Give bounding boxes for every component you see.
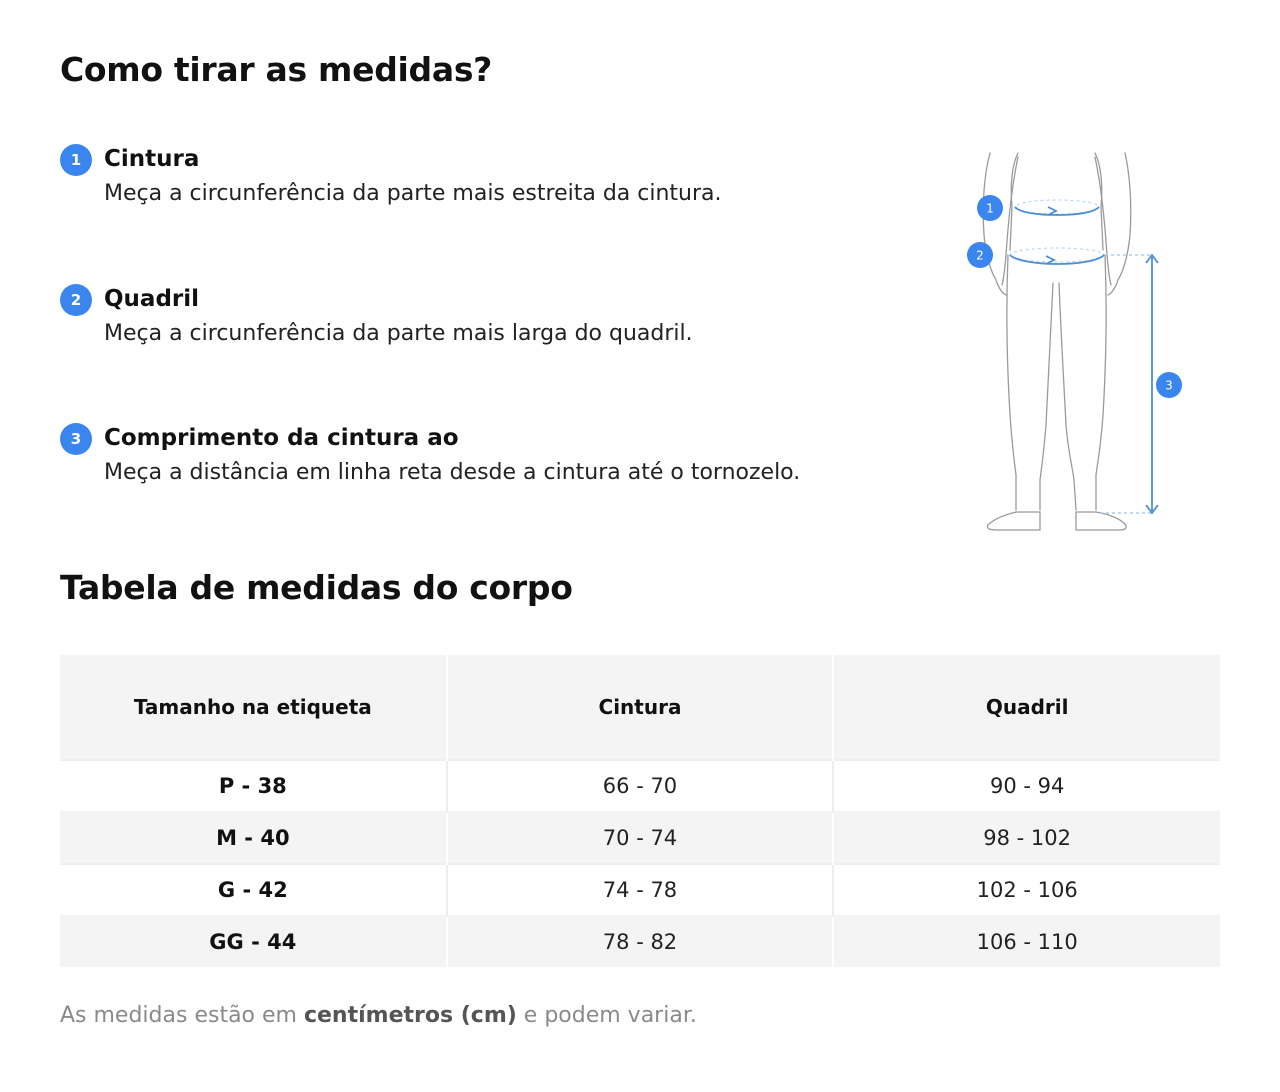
size-label-cell: G - 42 — [60, 864, 447, 916]
hip-guide-back — [1010, 248, 1104, 262]
footnote-text: As medidas estão em — [60, 1003, 304, 1028]
marker-3-label: 3 — [1165, 378, 1173, 393]
body-measurement-figure — [960, 145, 1200, 540]
column-header-size: Tamanho na etiqueta — [60, 655, 447, 760]
step-title: Cintura — [104, 146, 200, 172]
waist-cell: 70 - 74 — [447, 812, 834, 864]
marker-2-label: 2 — [976, 248, 984, 263]
hip-cell: 90 - 94 — [833, 760, 1220, 812]
size-table-title: Tabela de medidas do corpo — [60, 568, 573, 607]
size-label-cell: M - 40 — [60, 812, 447, 864]
table-row — [60, 812, 1220, 864]
column-header-waist: Cintura — [447, 655, 834, 760]
marker-1-label: 1 — [986, 201, 994, 216]
waist-cell: 66 - 70 — [447, 760, 834, 812]
table-row — [60, 760, 1220, 812]
table-header-row — [60, 655, 1220, 760]
table-row — [60, 864, 1220, 916]
waist-cell: 74 - 78 — [447, 864, 834, 916]
arrow-right-icon — [1048, 207, 1056, 215]
hip-measure-line — [1010, 255, 1104, 264]
footnote-text-end: e podem variar. — [516, 1003, 697, 1028]
step-number-badge: 2 — [60, 284, 92, 316]
units-footnote — [60, 1003, 697, 1028]
step-description: Meça a circunferência da parte mais larga do quadril. — [104, 321, 693, 346]
footnote-unit: centímetros (cm) — [303, 1003, 517, 1028]
column-header-hip: Quadril — [833, 655, 1220, 760]
waist-cell: 78 - 82 — [447, 916, 834, 967]
step-number-badge: 3 — [60, 423, 92, 455]
size-label-cell: GG - 44 — [60, 916, 447, 967]
step-description: Meça a circunferência da parte mais estreita da cintura. — [104, 181, 722, 206]
step-description: Meça a distância em linha reta desde a cintura até o tornozelo. — [104, 460, 801, 485]
step-title: Quadril — [104, 286, 200, 312]
hip-cell: 106 - 110 — [833, 916, 1220, 967]
size-label-cell: P - 38 — [60, 760, 447, 812]
guide-title: Como tirar as medidas? — [60, 50, 493, 89]
table-row — [60, 916, 1220, 967]
body-outline-icon — [983, 153, 1131, 530]
step-number-badge: 1 — [60, 144, 92, 176]
size-table — [60, 655, 1220, 967]
step-title: Comprimento da cintura ao — [104, 425, 459, 451]
hip-cell: 98 - 102 — [833, 812, 1220, 864]
arrow-right-icon — [1046, 256, 1054, 264]
hip-cell: 102 - 106 — [833, 864, 1220, 916]
